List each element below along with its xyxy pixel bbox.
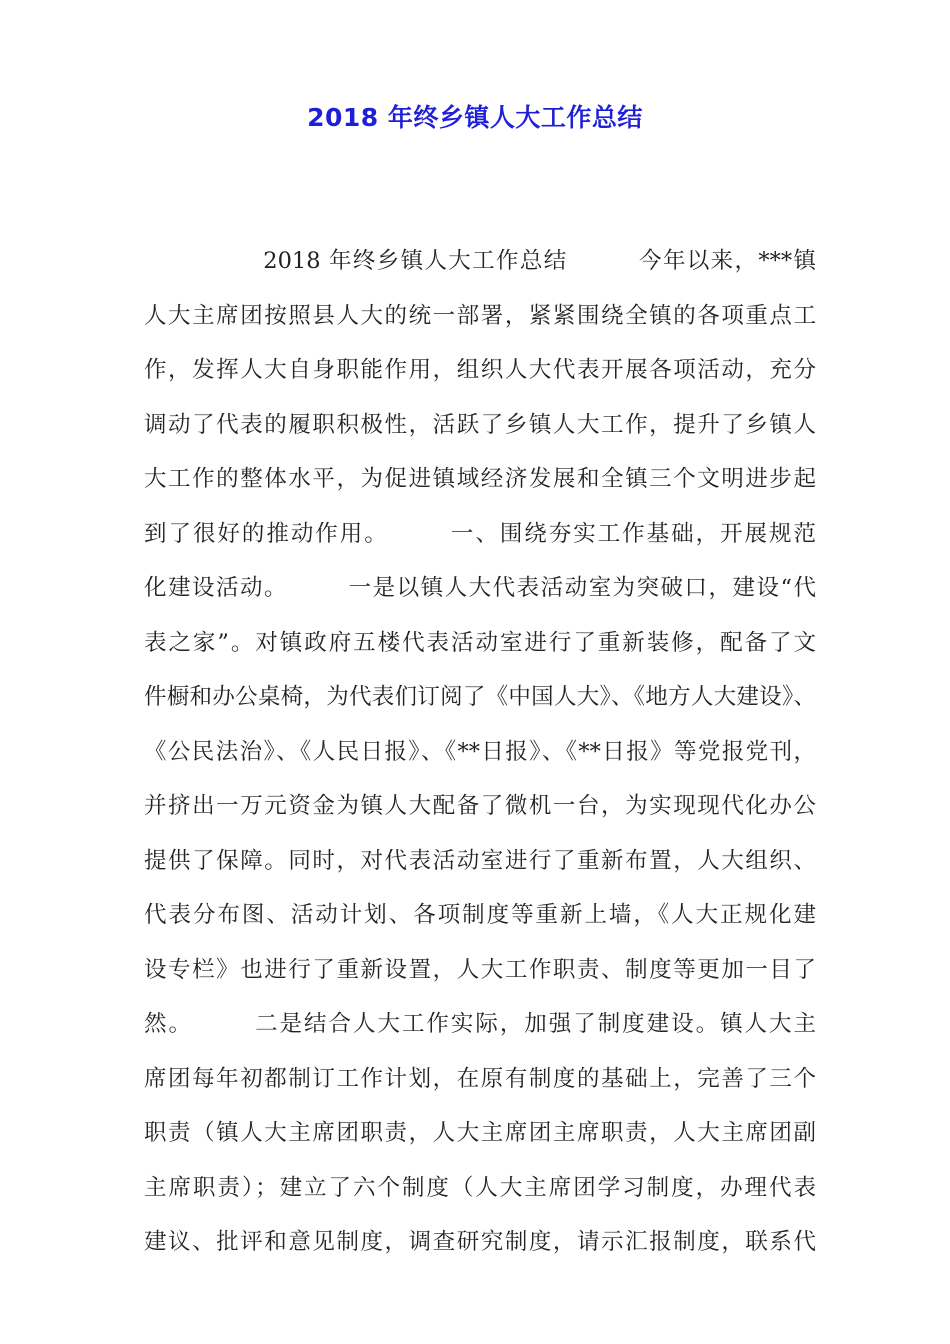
body-line: 表之家”。对镇政府五楼代表活动室进行了重新装修，配备了文 xyxy=(144,629,816,656)
body-line: 作，发挥人大自身职能作用，组织人大代表开展各项活动，充分 xyxy=(144,357,816,383)
body-line: 《公民法治》、《人民日报》、《**日报》、《**日报》等党报党刊， xyxy=(144,738,816,765)
body-line: 大工作的整体水平，为促进镇域经济发展和全镇三个文明进步起 xyxy=(144,466,816,492)
body-line: 2018 年终乡镇人大工作总结 今年以来，***镇 xyxy=(144,248,816,274)
body-line: 主席职责）；建立了六个制度（人大主席团学习制度，办理代表 xyxy=(144,1174,816,1201)
body-line: 到了很好的推动作用。 一、围绕夯实工作基础，开展规范 xyxy=(144,520,816,547)
body-line: 调动了代表的履职积极性，活跃了乡镇人大工作，提升了乡镇人 xyxy=(144,411,816,438)
document-title: 2018 年终乡镇人大工作总结 xyxy=(307,103,643,132)
document-body xyxy=(144,234,816,1270)
body-line: 提供了保障。同时，对代表活动室进行了重新布置，人大组织、 xyxy=(144,847,816,874)
body-line: 化建设活动。 一是以镇人大代表活动室为突破口，建设“代 xyxy=(144,575,816,601)
body-line: 职责（镇人大主席团职责，人大主席团主席职责，人大主席团副 xyxy=(144,1120,816,1146)
body-line: 并挤出一万元资金为镇人大配备了微机一台，为实现现代化办公 xyxy=(144,793,816,819)
body-line: 建议、批评和意见制度，调查研究制度，请示汇报制度，联系代 xyxy=(144,1229,816,1255)
body-line: 人大主席团按照县人大的统一部署，紧紧围绕全镇的各项重点工 xyxy=(144,302,816,329)
body-line: 代表分布图、活动计划、各项制度等重新上墙，《人大正规化建 xyxy=(144,902,816,928)
body-line: 席团每年初都制订工作计划，在原有制度的基础上，完善了三个 xyxy=(144,1065,816,1092)
body-line: 然。 二是结合人大工作实际，加强了制度建设。镇人大主 xyxy=(144,1011,816,1037)
body-line: 设专栏》也进行了重新设置，人大工作职责、制度等更加一目了 xyxy=(144,956,816,983)
body-line: 件橱和办公桌椅，为代表们订阅了《中国人大》、《地方人大建设》、 xyxy=(144,684,816,710)
